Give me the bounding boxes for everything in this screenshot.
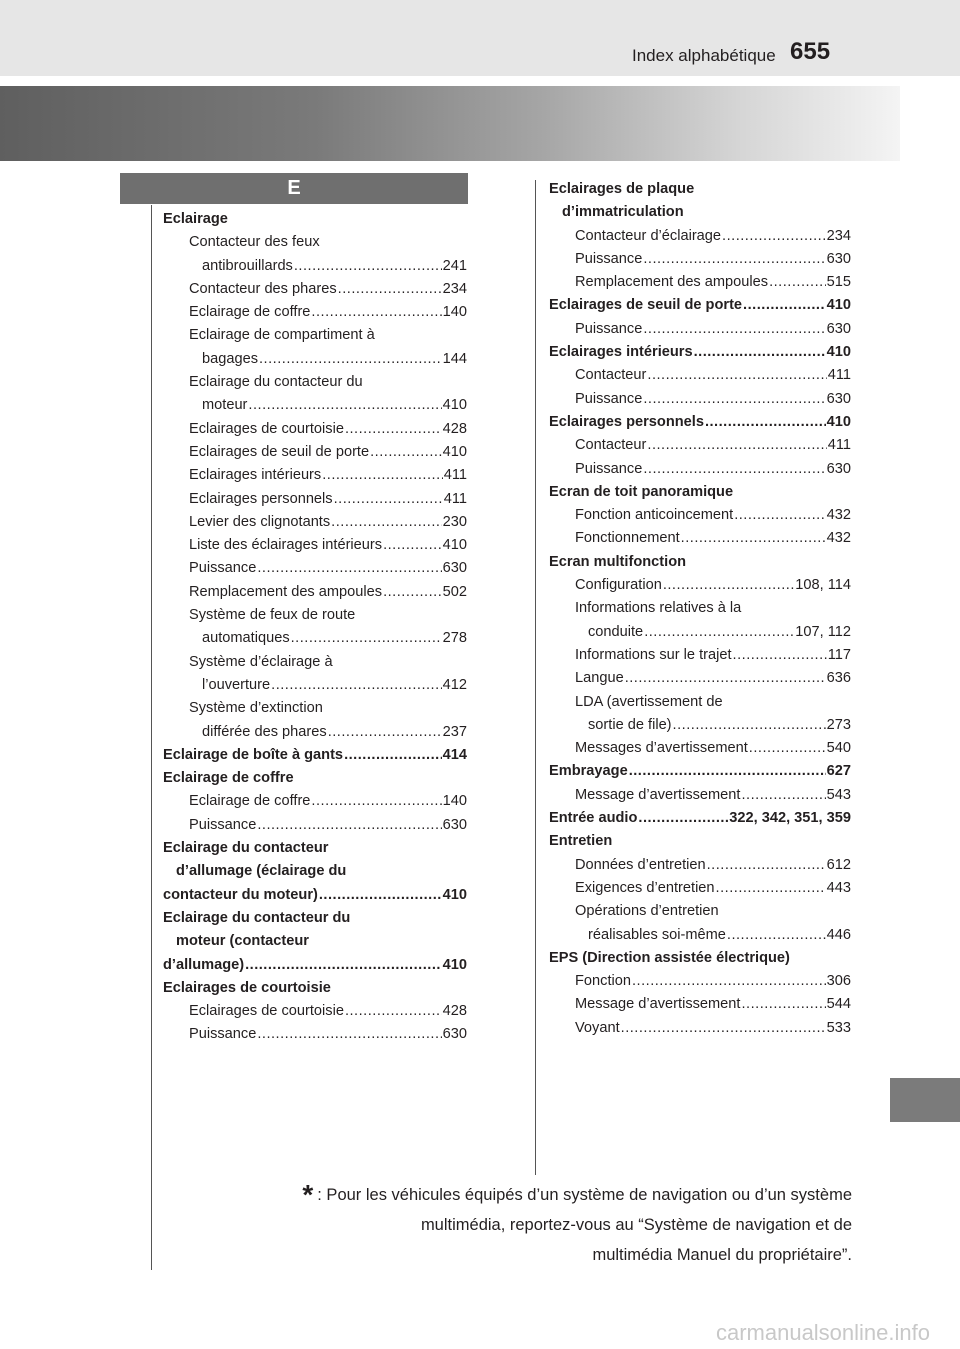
index-entry: Opérations d’entretien: [575, 903, 719, 920]
index-entry-label: l’ouverture: [202, 676, 271, 693]
index-entry-label: Informations sur le trajet: [575, 646, 732, 663]
dot-leader: [643, 248, 825, 271]
index-entry: Ecran multifonction: [549, 553, 687, 570]
index-entry-label: Fonction anticoincement: [575, 507, 734, 524]
index-entry: [163, 954, 467, 977]
index-entry-label: Contacteur: [575, 437, 647, 454]
index-entry-label: Eclairages personnels: [549, 413, 704, 430]
index-entry: Système d’extinction: [189, 700, 323, 717]
index-entry-page: 108, 114: [795, 577, 851, 594]
dot-leader: [625, 667, 826, 690]
dot-leader: [328, 721, 442, 744]
index-entry-page: 273: [826, 716, 851, 733]
index-entry-label: Eclairages intérieurs: [549, 344, 693, 361]
index-entry: [549, 248, 851, 271]
index-entry-label: Eclairages intérieurs: [189, 467, 322, 484]
index-entry-page: 410: [442, 537, 467, 554]
index-entry-label: Levier des clignotants: [189, 513, 331, 530]
footnote-text-1: : Pour les véhicules équipés d’un système de navigation ou d’un système: [317, 1186, 852, 1204]
index-entry-page: 443: [826, 879, 851, 896]
index-entry-page: 410: [442, 397, 467, 414]
index-entry-label: Eclairage de boîte à gants: [163, 746, 344, 763]
index-entry-label: Puissance: [575, 250, 643, 267]
chapter-side-tab: [890, 1078, 960, 1122]
index-entry: [549, 225, 851, 248]
index-entry-page: 410: [826, 297, 851, 314]
index-entry: [549, 411, 851, 434]
dot-leader: [383, 534, 442, 557]
dot-leader: [271, 674, 442, 697]
index-entry-label: contacteur du moteur): [163, 886, 318, 903]
index-entry-label: Eclairages de courtoisie: [189, 1003, 344, 1020]
column-divider: [535, 180, 536, 1175]
index-entry-label: Contacteur d’éclairage: [575, 227, 722, 244]
index-entry: [163, 1000, 467, 1023]
index-entry-label: réalisables soi-même: [588, 926, 726, 943]
dot-leader: [257, 557, 441, 580]
index-entry-label: Eclairages personnels: [189, 490, 333, 507]
index-entry: [163, 534, 467, 557]
index-entry: [549, 924, 851, 947]
index-entry: [549, 621, 851, 644]
dot-leader: [383, 581, 442, 604]
index-entry-page: 278: [442, 630, 467, 647]
index-entry-page: 230: [442, 513, 467, 530]
index-entry-label: Puissance: [189, 1026, 257, 1043]
index-entry-label: conduite: [588, 623, 644, 640]
dot-leader: [291, 627, 442, 650]
index-entry-page: 428: [442, 1003, 467, 1020]
index-column-right: [549, 178, 851, 1040]
index-entry-page: 630: [826, 460, 851, 477]
index-entry-page: 630: [826, 390, 851, 407]
dot-leader: [294, 255, 442, 278]
index-entry-label: Puissance: [189, 816, 257, 833]
index-entry-page: 612: [826, 856, 851, 873]
index-entry: [549, 993, 851, 1016]
dot-leader: [673, 714, 826, 737]
index-entry: [549, 271, 851, 294]
index-entry-label: Puissance: [575, 390, 643, 407]
index-entry-page: 630: [442, 1026, 467, 1043]
index-entry: [163, 301, 467, 324]
index-entry: moteur (contacteur: [176, 933, 309, 950]
index-entry-label: Configuration: [575, 577, 662, 594]
index-entry-page: 411: [443, 490, 467, 507]
index-entry-label: Contacteur des phares: [189, 280, 337, 297]
index-entry: [549, 364, 851, 387]
index-entry: d’immatriculation: [562, 204, 684, 221]
index-entry-page: 414: [442, 746, 467, 763]
dot-leader: [245, 954, 442, 977]
watermark: carmanualsonline.info: [715, 1320, 930, 1345]
index-entry: Contacteur des feux: [189, 234, 320, 251]
index-entry: Ecran de toit panoramique: [549, 483, 734, 500]
index-entry: [163, 721, 467, 744]
index-entry-label: différée des phares: [202, 723, 327, 740]
dot-leader: [370, 441, 442, 464]
index-entry-page: 107, 112: [795, 623, 851, 640]
index-entry-label: sortie de file): [588, 716, 672, 733]
index-entry: [163, 511, 467, 534]
index-entry: [163, 674, 467, 697]
dot-leader: [681, 527, 826, 550]
index-entry: Informations relatives à la: [575, 600, 742, 617]
index-entry: [163, 278, 467, 301]
index-entry: Eclairage de coffre: [163, 770, 294, 787]
index-entry-label: Données d’entretien: [575, 856, 706, 873]
page-number: 655: [790, 38, 831, 65]
index-entry-label: d’allumage): [163, 956, 245, 973]
dot-leader: [322, 464, 443, 487]
footnote-line-3: multimédia Manuel du propriétaire”.: [592, 1246, 852, 1264]
index-entry-page: 630: [826, 320, 851, 337]
dot-leader: [727, 924, 826, 947]
index-entry: LDA (avertissement de: [575, 693, 723, 710]
index-entry: [549, 737, 851, 760]
dot-leader: [344, 744, 442, 767]
index-entry: [163, 627, 467, 650]
index-entry: [549, 644, 851, 667]
index-entry: [549, 784, 851, 807]
index-entry-label: Embrayage: [549, 763, 628, 780]
index-entry-page: 533: [826, 1019, 851, 1036]
index-entry-page: 140: [442, 304, 467, 321]
dot-leader: [345, 1000, 442, 1023]
index-entry: [163, 744, 467, 767]
index-entry: [163, 441, 467, 464]
index-entry: EPS (Direction assistée électrique): [549, 949, 790, 966]
index-entry: [549, 458, 851, 481]
index-entry-page: 322, 342, 351, 359: [729, 810, 851, 827]
index-entry-page: 543: [826, 786, 851, 803]
index-entry-label: automatiques: [202, 630, 290, 647]
index-entry: [549, 294, 851, 317]
index-entry-label: Contacteur: [575, 367, 647, 384]
index-entry: [549, 807, 851, 830]
dot-leader: [663, 574, 794, 597]
dot-leader: [734, 504, 825, 527]
dot-leader: [331, 511, 441, 534]
dot-leader: [741, 993, 825, 1016]
index-entry: [163, 348, 467, 371]
index-entry-page: 446: [826, 926, 851, 943]
index-entry-page: 144: [442, 350, 467, 367]
left-column-rule: [151, 205, 152, 1270]
index-entry: [163, 790, 467, 813]
index-entry: [163, 884, 467, 907]
asterisk-icon: *: [302, 1179, 314, 1210]
index-entry-page: 234: [826, 227, 851, 244]
index-entry: [549, 504, 851, 527]
index-entry-label: moteur: [202, 397, 248, 414]
index-entry-label: Eclairage de coffre: [189, 793, 311, 810]
dot-leader: [311, 790, 441, 813]
index-entry-label: Puissance: [575, 320, 643, 337]
index-entry-label: Remplacement des ampoules: [575, 274, 769, 291]
dot-leader: [311, 301, 441, 324]
index-entry: [549, 854, 851, 877]
index-entry: [163, 581, 467, 604]
index-entry: [549, 434, 851, 457]
dot-leader: [632, 970, 826, 993]
index-entry-label: Entrée audio: [549, 810, 638, 827]
dot-leader: [741, 784, 825, 807]
index-entry-page: 234: [442, 280, 467, 297]
index-entry: d’allumage (éclairage du: [176, 863, 347, 880]
index-entry: [549, 877, 851, 900]
index-entry-label: Voyant: [575, 1019, 620, 1036]
index-entry: Eclairage de compartiment à: [189, 327, 375, 344]
index-entry-page: 241: [442, 257, 467, 274]
index-entry: Système de feux de route: [189, 607, 356, 624]
dot-leader: [319, 884, 442, 907]
dot-leader: [644, 621, 794, 644]
index-entry-page: 540: [826, 740, 851, 757]
index-entry-page: 630: [826, 250, 851, 267]
index-entry-label: antibrouillards: [202, 257, 293, 274]
index-entry-label: Messages d’avertissement: [575, 740, 748, 757]
index-entry-page: 411: [827, 437, 851, 454]
index-entry: [549, 318, 851, 341]
index-entry-label: Puissance: [575, 460, 643, 477]
index-entry-page: 502: [442, 583, 467, 600]
index-entry-page: 428: [442, 420, 467, 437]
index-entry: Eclairage du contacteur: [163, 840, 329, 857]
index-entry: [549, 527, 851, 550]
index-entry-page: 630: [442, 816, 467, 833]
index-entry: [549, 341, 851, 364]
dot-leader: [621, 1017, 826, 1040]
index-entry-label: Remplacement des ampoules: [189, 583, 383, 600]
index-entry-label: Fonctionnement: [575, 530, 680, 547]
index-entry: Eclairage du contacteur du: [163, 909, 351, 926]
index-entry-label: Langue: [575, 670, 624, 687]
dot-leader: [638, 807, 728, 830]
index-entry: [549, 714, 851, 737]
dot-leader: [257, 1023, 441, 1046]
footnote: [220, 1180, 852, 1270]
dot-leader: [694, 341, 826, 364]
index-entry: Eclairages de courtoisie: [163, 979, 331, 996]
index-entry-page: 410: [442, 956, 467, 973]
dot-leader: [769, 271, 826, 294]
footnote-line-1: [220, 1180, 852, 1210]
dot-leader: [334, 488, 443, 511]
dot-leader: [643, 318, 825, 341]
index-entry-page: 306: [826, 973, 851, 990]
index-entry-page: 412: [442, 676, 467, 693]
dot-leader: [643, 458, 825, 481]
index-entry: [163, 488, 467, 511]
dot-leader: [705, 411, 826, 434]
index-entry: [549, 760, 851, 783]
dot-leader: [716, 877, 826, 900]
index-entry-label: Eclairages de seuil de porte: [549, 297, 743, 314]
dot-leader: [722, 225, 826, 248]
index-entry-page: 411: [827, 367, 851, 384]
header-gradient-band: [0, 86, 900, 161]
dot-leader: [733, 644, 827, 667]
index-entry-page: 117: [827, 646, 851, 663]
dot-leader: [257, 814, 441, 837]
index-entry: [549, 1017, 851, 1040]
index-entry: [163, 418, 467, 441]
index-entry: [549, 667, 851, 690]
dot-leader: [647, 434, 826, 457]
index-entry-label: bagages: [202, 350, 258, 367]
index-entry: [549, 970, 851, 993]
dot-leader: [743, 294, 826, 317]
dot-leader: [643, 388, 825, 411]
index-entry-label: Puissance: [189, 560, 257, 577]
index-entry: Système d’éclairage à: [189, 653, 333, 670]
index-entry-page: 410: [442, 886, 467, 903]
index-entry-page: 410: [826, 344, 851, 361]
index-entry-page: 630: [442, 560, 467, 577]
index-entry: [549, 574, 851, 597]
index-entry-page: 627: [826, 763, 851, 780]
dot-leader: [248, 394, 441, 417]
index-entry-page: 636: [826, 670, 851, 687]
index-entry-label: Eclairages de seuil de porte: [189, 443, 370, 460]
index-entry: [163, 394, 467, 417]
dot-leader: [338, 278, 442, 301]
index-entry-page: 432: [826, 530, 851, 547]
dot-leader: [629, 760, 826, 783]
index-entry: [163, 557, 467, 580]
index-entry-label: Liste des éclairages intérieurs: [189, 537, 383, 554]
index-entry-page: 410: [442, 443, 467, 460]
index-entry-page: 432: [826, 507, 851, 524]
index-entry-page: 140: [442, 793, 467, 810]
dot-leader: [707, 854, 826, 877]
index-entry-page: 237: [442, 723, 467, 740]
section-letter: E: [287, 177, 301, 199]
index-entry-label: Fonction: [575, 973, 631, 990]
index-entry: Eclairage: [163, 211, 228, 227]
dot-leader: [749, 737, 826, 760]
index-entry: [163, 255, 467, 278]
page-header-title: Index alphabétique: [632, 46, 776, 65]
index-entry-page: 411: [443, 467, 467, 484]
index-entry: [163, 1023, 467, 1046]
index-entry-page: 515: [826, 274, 851, 291]
index-entry-page: 410: [826, 413, 851, 430]
dot-leader: [647, 364, 826, 387]
index-entry: [549, 388, 851, 411]
index-column-left: [163, 208, 467, 1047]
dot-leader: [259, 348, 442, 371]
index-entry: Eclairages de plaque: [549, 181, 695, 197]
footnote-line-2: multimédia, reportez-vous au “Système de navigation et de: [420, 1216, 852, 1234]
index-entry-label: Exigences d’entretien: [575, 879, 715, 896]
index-entry-label: Eclairage de coffre: [189, 304, 311, 321]
index-entry-page: 544: [826, 996, 851, 1013]
index-entry-label: Eclairages de courtoisie: [189, 420, 344, 437]
index-entry: Eclairage du contacteur du: [189, 374, 363, 391]
index-entry: [163, 814, 467, 837]
index-entry: Entretien: [549, 833, 613, 850]
index-entry-label: Message d’avertissement: [575, 786, 741, 803]
index-entry: [163, 464, 467, 487]
dot-leader: [345, 418, 442, 441]
index-entry-label: Message d’avertissement: [575, 996, 741, 1013]
